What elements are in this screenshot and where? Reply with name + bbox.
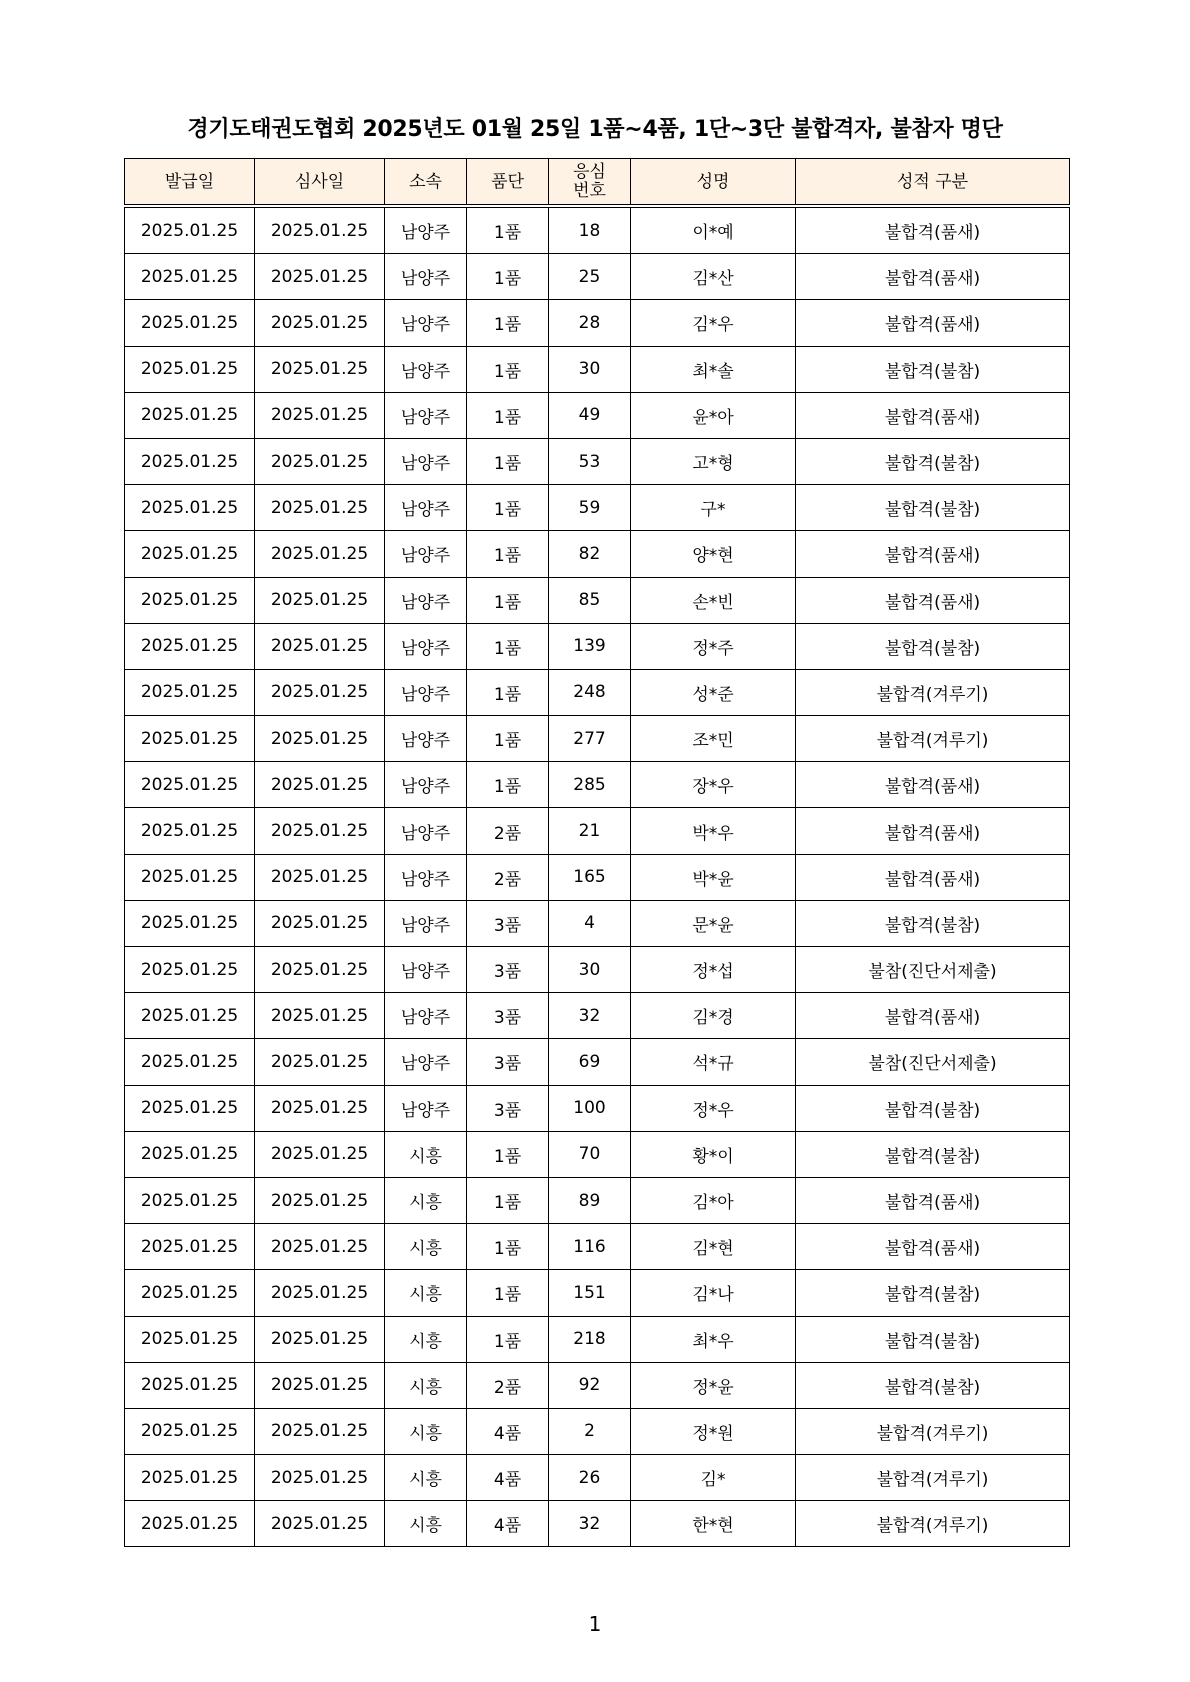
cell-exam-date: 2025.01.25	[255, 577, 385, 623]
cell-branch: 남양주	[385, 947, 467, 993]
cell-name: 김*경	[631, 993, 796, 1039]
cell-branch: 남양주	[385, 623, 467, 669]
cell-rank: 1품	[467, 254, 549, 300]
cell-branch: 남양주	[385, 993, 467, 1039]
cell-exam-number: 165	[549, 854, 631, 900]
cell-branch: 시흥	[385, 1362, 467, 1408]
table-row	[125, 1177, 1070, 1223]
cell-exam-date: 2025.01.25	[255, 438, 385, 484]
cell-branch: 시흥	[385, 1131, 467, 1177]
cell-name: 구*	[631, 485, 796, 531]
cell-issue-date: 2025.01.25	[125, 669, 255, 715]
cell-rank: 1품	[467, 346, 549, 392]
cell-exam-date: 2025.01.25	[255, 993, 385, 1039]
header-exam-number-label	[573, 163, 606, 201]
cell-name: 이*예	[631, 206, 796, 254]
cell-result: 불합격(불참)	[796, 346, 1070, 392]
cell-name: 조*민	[631, 716, 796, 762]
cell-result: 불참(진단서제출)	[796, 947, 1070, 993]
cell-exam-number: 53	[549, 438, 631, 484]
cell-rank: 1품	[467, 1131, 549, 1177]
cell-exam-date: 2025.01.25	[255, 762, 385, 808]
cell-branch: 남양주	[385, 485, 467, 531]
cell-issue-date: 2025.01.25	[125, 762, 255, 808]
cell-issue-date: 2025.01.25	[125, 206, 255, 254]
cell-name: 박*윤	[631, 854, 796, 900]
cell-exam-number: 2	[549, 1408, 631, 1454]
cell-exam-number: 32	[549, 1501, 631, 1547]
header-branch: 소속	[385, 159, 467, 207]
cell-exam-number: 151	[549, 1270, 631, 1316]
cell-branch: 남양주	[385, 669, 467, 715]
cell-exam-number: 28	[549, 300, 631, 346]
cell-rank: 2품	[467, 808, 549, 854]
header-name: 성명	[631, 159, 796, 207]
document-title: 경기도태권도협회 2025년도 01월 25일 1품~4품, 1단~3단 불합격자, 불참자 명단	[187, 117, 1003, 142]
table-row	[125, 1085, 1070, 1131]
cell-rank: 1품	[467, 206, 549, 254]
cell-branch: 남양주	[385, 1039, 467, 1085]
cell-branch: 남양주	[385, 762, 467, 808]
cell-rank: 1품	[467, 1177, 549, 1223]
cell-branch: 남양주	[385, 1085, 467, 1131]
table-row	[125, 947, 1070, 993]
table-body	[125, 206, 1070, 1547]
cell-issue-date: 2025.01.25	[125, 346, 255, 392]
cell-name: 김*나	[631, 1270, 796, 1316]
cell-result: 불합격(품새)	[796, 762, 1070, 808]
cell-exam-number: 218	[549, 1316, 631, 1362]
cell-exam-number: 25	[549, 254, 631, 300]
cell-rank: 3품	[467, 947, 549, 993]
cell-result: 불합격(불참)	[796, 1270, 1070, 1316]
cell-issue-date: 2025.01.25	[125, 438, 255, 484]
cell-result: 불합격(품새)	[796, 206, 1070, 254]
cell-exam-number: 70	[549, 1131, 631, 1177]
cell-exam-number: 69	[549, 1039, 631, 1085]
cell-result: 불합격(불참)	[796, 900, 1070, 946]
cell-branch: 시흥	[385, 1455, 467, 1501]
cell-result: 불합격(불참)	[796, 1131, 1070, 1177]
cell-exam-date: 2025.01.25	[255, 1501, 385, 1547]
cell-name: 정*섭	[631, 947, 796, 993]
cell-result: 불합격(품새)	[796, 300, 1070, 346]
table-row	[125, 300, 1070, 346]
cell-exam-date: 2025.01.25	[255, 808, 385, 854]
cell-branch: 시흥	[385, 1408, 467, 1454]
cell-exam-date: 2025.01.25	[255, 1270, 385, 1316]
table-row	[125, 1501, 1070, 1547]
cell-exam-number: 82	[549, 531, 631, 577]
cell-exam-number: 49	[549, 392, 631, 438]
cell-result: 불합격(품새)	[796, 808, 1070, 854]
cell-exam-number: 59	[549, 485, 631, 531]
cell-exam-number: 139	[549, 623, 631, 669]
cell-name: 최*솔	[631, 346, 796, 392]
header-issue-date: 발급일	[125, 159, 255, 207]
cell-issue-date: 2025.01.25	[125, 854, 255, 900]
table-row	[125, 531, 1070, 577]
cell-result: 불합격(품새)	[796, 254, 1070, 300]
cell-branch: 남양주	[385, 808, 467, 854]
cell-issue-date: 2025.01.25	[125, 531, 255, 577]
cell-rank: 1품	[467, 1224, 549, 1270]
cell-rank: 3품	[467, 900, 549, 946]
cell-name: 박*우	[631, 808, 796, 854]
cell-rank: 3품	[467, 1039, 549, 1085]
table-row	[125, 993, 1070, 1039]
cell-result: 불합격(겨루기)	[796, 1408, 1070, 1454]
cell-result: 불합격(품새)	[796, 1224, 1070, 1270]
cell-result: 불합격(겨루기)	[796, 669, 1070, 715]
cell-issue-date: 2025.01.25	[125, 1270, 255, 1316]
cell-rank: 3품	[467, 993, 549, 1039]
cell-rank: 1품	[467, 438, 549, 484]
cell-exam-date: 2025.01.25	[255, 1039, 385, 1085]
cell-rank: 1품	[467, 1316, 549, 1362]
cell-result: 불합격(품새)	[796, 531, 1070, 577]
cell-issue-date: 2025.01.25	[125, 300, 255, 346]
cell-result: 불합격(불참)	[796, 485, 1070, 531]
cell-result: 불합격(불참)	[796, 623, 1070, 669]
cell-branch: 남양주	[385, 206, 467, 254]
table-row	[125, 623, 1070, 669]
table-row	[125, 716, 1070, 762]
cell-issue-date: 2025.01.25	[125, 947, 255, 993]
cell-result: 불합격(불참)	[796, 1362, 1070, 1408]
table-row	[125, 1224, 1070, 1270]
header-rank: 품단	[467, 159, 549, 207]
cell-rank: 1품	[467, 577, 549, 623]
cell-name: 정*우	[631, 1085, 796, 1131]
table-row	[125, 206, 1070, 254]
cell-rank: 4품	[467, 1408, 549, 1454]
header-exam-number-line2: 번호	[573, 180, 606, 201]
cell-issue-date: 2025.01.25	[125, 1085, 255, 1131]
cell-exam-date: 2025.01.25	[255, 1362, 385, 1408]
cell-rank: 1품	[467, 300, 549, 346]
cell-result: 불합격(불참)	[796, 1316, 1070, 1362]
cell-exam-date: 2025.01.25	[255, 346, 385, 392]
cell-exam-date: 2025.01.25	[255, 947, 385, 993]
cell-exam-number: 85	[549, 577, 631, 623]
cell-name: 석*규	[631, 1039, 796, 1085]
cell-result: 불합격(품새)	[796, 392, 1070, 438]
table-row	[125, 1131, 1070, 1177]
cell-name: 양*현	[631, 531, 796, 577]
cell-exam-number: 32	[549, 993, 631, 1039]
cell-exam-number: 26	[549, 1455, 631, 1501]
table-row	[125, 1270, 1070, 1316]
table-row	[125, 1408, 1070, 1454]
cell-name: 한*현	[631, 1501, 796, 1547]
cell-issue-date: 2025.01.25	[125, 485, 255, 531]
cell-exam-date: 2025.01.25	[255, 1408, 385, 1454]
cell-branch: 남양주	[385, 716, 467, 762]
cell-exam-date: 2025.01.25	[255, 854, 385, 900]
cell-name: 김*우	[631, 300, 796, 346]
header-exam-date: 심사일	[255, 159, 385, 207]
cell-exam-date: 2025.01.25	[255, 1131, 385, 1177]
cell-branch: 남양주	[385, 531, 467, 577]
cell-exam-number: 248	[549, 669, 631, 715]
cell-exam-number: 89	[549, 1177, 631, 1223]
cell-issue-date: 2025.01.25	[125, 1131, 255, 1177]
cell-result: 불합격(겨루기)	[796, 1455, 1070, 1501]
cell-exam-date: 2025.01.25	[255, 1085, 385, 1131]
cell-issue-date: 2025.01.25	[125, 1455, 255, 1501]
cell-exam-date: 2025.01.25	[255, 1316, 385, 1362]
cell-exam-date: 2025.01.25	[255, 623, 385, 669]
cell-exam-date: 2025.01.25	[255, 485, 385, 531]
cell-issue-date: 2025.01.25	[125, 900, 255, 946]
cell-result: 불합격(품새)	[796, 993, 1070, 1039]
page-number: 1	[588, 1612, 602, 1636]
cell-exam-date: 2025.01.25	[255, 531, 385, 577]
cell-name: 손*빈	[631, 577, 796, 623]
table-row	[125, 1362, 1070, 1408]
cell-name: 김*산	[631, 254, 796, 300]
cell-name: 황*이	[631, 1131, 796, 1177]
cell-branch: 남양주	[385, 900, 467, 946]
cell-rank: 1품	[467, 716, 549, 762]
cell-issue-date: 2025.01.25	[125, 1039, 255, 1085]
cell-name: 김*현	[631, 1224, 796, 1270]
table-row	[125, 392, 1070, 438]
cell-exam-number: 285	[549, 762, 631, 808]
cell-rank: 1품	[467, 531, 549, 577]
header-row	[125, 159, 1070, 207]
cell-rank: 1품	[467, 1270, 549, 1316]
cell-branch: 시흥	[385, 1270, 467, 1316]
cell-issue-date: 2025.01.25	[125, 1177, 255, 1223]
cell-exam-number: 30	[549, 947, 631, 993]
cell-exam-date: 2025.01.25	[255, 300, 385, 346]
cell-rank: 2품	[467, 1362, 549, 1408]
cell-exam-date: 2025.01.25	[255, 392, 385, 438]
table-row	[125, 438, 1070, 484]
header-result: 성적 구분	[796, 159, 1070, 207]
cell-result: 불합격(불참)	[796, 1085, 1070, 1131]
cell-branch: 남양주	[385, 854, 467, 900]
cell-exam-number: 18	[549, 206, 631, 254]
cell-name: 정*윤	[631, 1362, 796, 1408]
cell-result: 불참(진단서제출)	[796, 1039, 1070, 1085]
cell-branch: 남양주	[385, 300, 467, 346]
cell-name: 정*원	[631, 1408, 796, 1454]
cell-name: 윤*아	[631, 392, 796, 438]
table-header	[125, 159, 1070, 207]
cell-issue-date: 2025.01.25	[125, 1224, 255, 1270]
cell-rank: 1품	[467, 392, 549, 438]
cell-issue-date: 2025.01.25	[125, 577, 255, 623]
table-row	[125, 254, 1070, 300]
header-exam-number-line1: 응심	[573, 161, 606, 182]
table-row	[125, 808, 1070, 854]
cell-exam-date: 2025.01.25	[255, 1177, 385, 1223]
table-row	[125, 900, 1070, 946]
cell-result: 불합격(겨루기)	[796, 716, 1070, 762]
table-row	[125, 485, 1070, 531]
cell-branch: 남양주	[385, 438, 467, 484]
cell-branch: 시흥	[385, 1177, 467, 1223]
cell-issue-date: 2025.01.25	[125, 1316, 255, 1362]
cell-name: 고*형	[631, 438, 796, 484]
cell-rank: 1품	[467, 762, 549, 808]
table-row	[125, 854, 1070, 900]
cell-issue-date: 2025.01.25	[125, 1408, 255, 1454]
cell-rank: 4품	[467, 1455, 549, 1501]
cell-result: 불합격(품새)	[796, 577, 1070, 623]
cell-exam-date: 2025.01.25	[255, 716, 385, 762]
cell-issue-date: 2025.01.25	[125, 1501, 255, 1547]
cell-name: 문*윤	[631, 900, 796, 946]
cell-branch: 남양주	[385, 392, 467, 438]
cell-rank: 3품	[467, 1085, 549, 1131]
cell-exam-number: 4	[549, 900, 631, 946]
cell-issue-date: 2025.01.25	[125, 392, 255, 438]
cell-name: 성*준	[631, 669, 796, 715]
cell-name: 정*주	[631, 623, 796, 669]
cell-result: 불합격(품새)	[796, 854, 1070, 900]
cell-issue-date: 2025.01.25	[125, 808, 255, 854]
cell-exam-number: 100	[549, 1085, 631, 1131]
cell-branch: 시흥	[385, 1316, 467, 1362]
cell-rank: 1품	[467, 485, 549, 531]
cell-rank: 4품	[467, 1501, 549, 1547]
table-row	[125, 1039, 1070, 1085]
cell-exam-number: 21	[549, 808, 631, 854]
cell-issue-date: 2025.01.25	[125, 1362, 255, 1408]
table-row	[125, 346, 1070, 392]
cell-result: 불합격(겨루기)	[796, 1501, 1070, 1547]
cell-rank: 1품	[467, 669, 549, 715]
cell-branch: 시흥	[385, 1501, 467, 1547]
cell-exam-date: 2025.01.25	[255, 206, 385, 254]
cell-name: 김*아	[631, 1177, 796, 1223]
cell-exam-number: 92	[549, 1362, 631, 1408]
cell-exam-date: 2025.01.25	[255, 900, 385, 946]
cell-result: 불합격(품새)	[796, 1177, 1070, 1223]
cell-exam-number: 116	[549, 1224, 631, 1270]
cell-result: 불합격(불참)	[796, 438, 1070, 484]
cell-exam-number: 277	[549, 716, 631, 762]
header-exam-number	[549, 159, 631, 207]
cell-rank: 2품	[467, 854, 549, 900]
cell-issue-date: 2025.01.25	[125, 254, 255, 300]
cell-rank: 1품	[467, 623, 549, 669]
cell-branch: 남양주	[385, 254, 467, 300]
cell-exam-date: 2025.01.25	[255, 669, 385, 715]
cell-exam-number: 30	[549, 346, 631, 392]
table-row	[125, 1455, 1070, 1501]
cell-exam-date: 2025.01.25	[255, 1455, 385, 1501]
table-row	[125, 669, 1070, 715]
table-row	[125, 577, 1070, 623]
cell-name: 김*	[631, 1455, 796, 1501]
cell-issue-date: 2025.01.25	[125, 623, 255, 669]
cell-branch: 시흥	[385, 1224, 467, 1270]
cell-exam-date: 2025.01.25	[255, 1224, 385, 1270]
cell-issue-date: 2025.01.25	[125, 716, 255, 762]
cell-exam-date: 2025.01.25	[255, 254, 385, 300]
table-row	[125, 1316, 1070, 1362]
table-row	[125, 762, 1070, 808]
roster-table	[124, 158, 1070, 1547]
cell-branch: 남양주	[385, 346, 467, 392]
cell-name: 장*우	[631, 762, 796, 808]
cell-name: 최*우	[631, 1316, 796, 1362]
cell-issue-date: 2025.01.25	[125, 993, 255, 1039]
cell-branch: 남양주	[385, 577, 467, 623]
